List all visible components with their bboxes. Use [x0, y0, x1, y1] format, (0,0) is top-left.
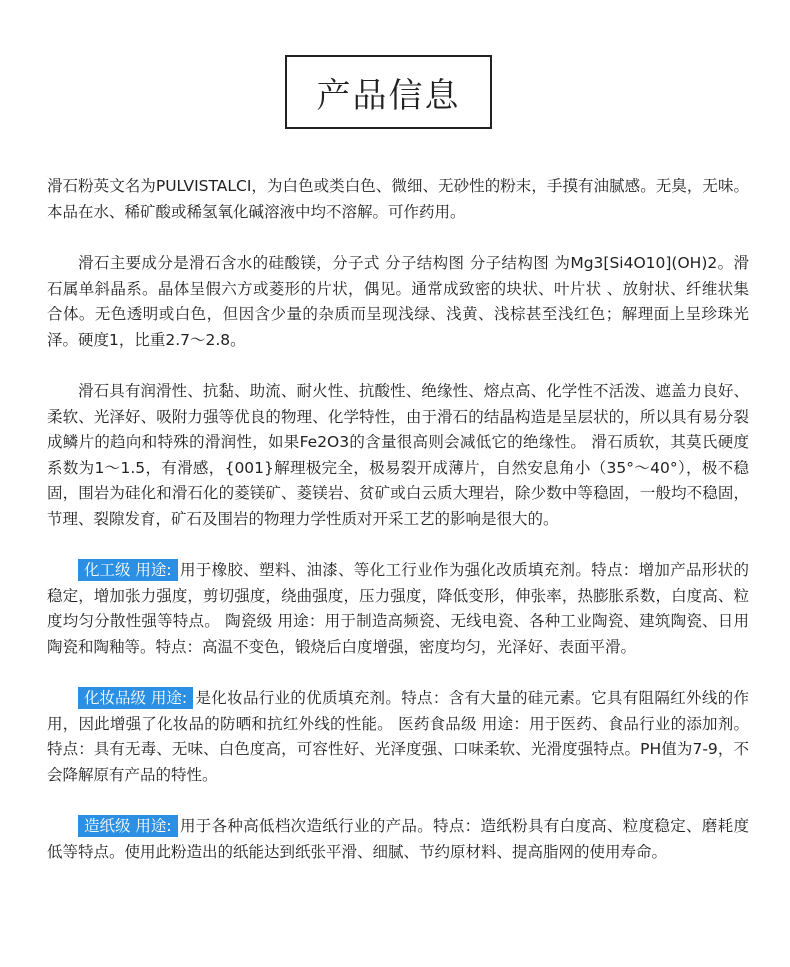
use-text-paper: 用于各种高低档次造纸行业的产品。特点：造纸粉具有白度高、粒度稳定、磨耗度低等特点。使用此粉造出的纸能达到纸张平滑、细腻、节约原材料、提高脂网的使用寿命。	[47, 817, 749, 861]
paragraph-properties: 滑石具有润滑性、抗黏、助流、耐火性、抗酸性、绝缘性、熔点高、化学性不活泼、遮盖力良好、柔软、光泽好、吸附力强等优良的物理、化学特性，由于滑石的结晶构造是呈层状的，所以具有易分裂成鳞片的趋向和特殊的滑润性，如果Fe2O3的含量很高则会减低它的绝缘性。 滑石质软，其莫氏硬度系数为1～1.5，有滑感，{001}解理极完全，极易裂开成薄片，自然安息角小（35°～40°），极不稳固，围岩为硅化和滑石化的菱镁矿、菱镁岩、贫矿或白云质大理岩，除少数中等稳固，一般均不稳固，节理、裂隙发育，矿石及围岩的物理力学性质对开采工艺的影响是很大的。	[47, 382, 749, 528]
use-tag-cosmetic: 化妆品级 用途:	[78, 687, 193, 709]
paragraph-composition: 滑石主要成分是滑石含水的硅酸镁，分子式 分子结构图 分子结构图 为Mg3[Si4O10](OH)2。滑石属单斜晶系。晶体呈假六方或菱形的片状，偶见。通常成致密的块状、叶片状 、放射状、纤维状集合体。无色透明或白色，但因含少量的杂质而呈现浅绿、浅黄、浅棕甚至浅红色；解理面上呈珍珠光泽。硬度1，比重2.7～2.8。	[47, 254, 749, 349]
paragraph-use-cosmetic	[47, 686, 749, 788]
title-box	[285, 55, 492, 129]
paragraph-use-paper	[47, 814, 749, 865]
page-title: 产品信息	[316, 75, 461, 116]
paragraph-intro: 滑石粉英文名为PULVISTALCI，为白色或类白色、微细、无砂性的粉末，手摸有油腻感。无臭，无味。本品在水、稀矿酸或稀氢氧化碱溶液中均不溶解。可作药用。	[47, 177, 749, 221]
use-text-chemical: 用于橡胶、塑料、油漆、等化工行业作为强化改质填充剂。特点：增加产品形状的稳定，增加张力强度，剪切强度，绕曲强度，压力强度，降低变形，伸张率，热膨胀系数，白度高、粒度均匀分散性强等特点。 陶瓷级 用途：用于制造高频瓷、无线电瓷、各种工业陶瓷、建筑陶瓷、日用陶瓷和陶釉等。特点：高温不变色，锻烧后白度增强，密度均匀，光泽好、表面平滑。	[47, 561, 749, 656]
use-tag-chemical: 化工级 用途:	[78, 559, 178, 581]
content	[47, 174, 749, 891]
use-text-cosmetic: 是化妆品行业的优质填充剂。特点：含有大量的硅元素。它具有阻隔红外线的作用，因此增强了化妆品的防晒和抗红外线的性能。 医药食品级 用途：用于医药、食品行业的添加剂。特点：具有无毒、无味、白色度高，可容性好、光泽度强、口味柔软、光滑度强特点。PH值为7-9，不会降解原有产品的特性。	[47, 689, 749, 784]
use-tag-paper: 造纸级 用途:	[78, 815, 178, 837]
paragraph-use-chemical	[47, 558, 749, 660]
